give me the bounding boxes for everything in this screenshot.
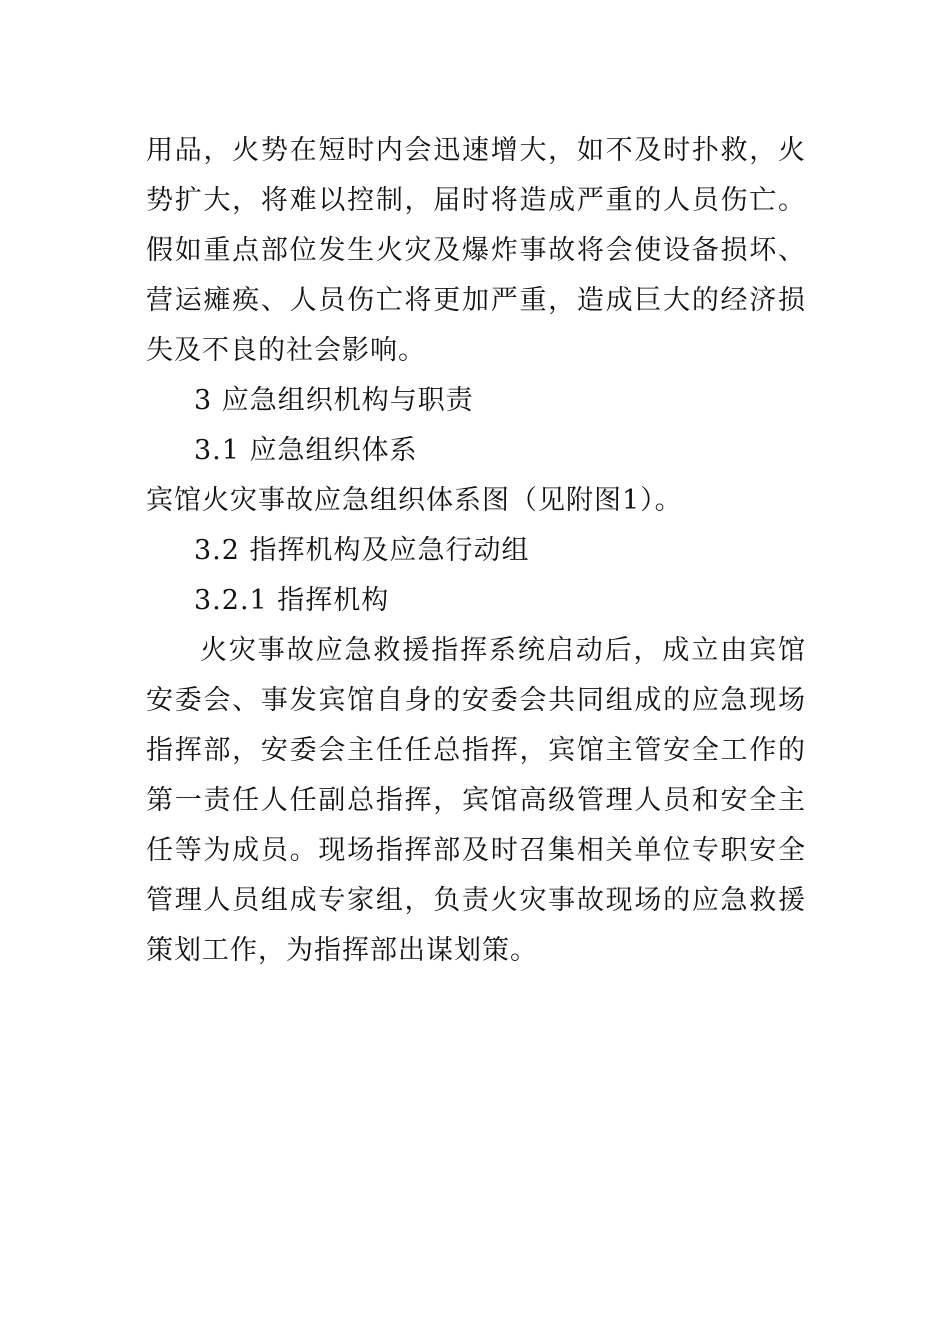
heading-section-3-1: 3.1 应急组织体系: [194, 435, 418, 466]
paragraph-organization-chart: 宾馆火灾事故应急组织体系图（见附图1）。: [146, 485, 683, 516]
heading-section-3: 3 应急组织机构与职责: [194, 385, 474, 416]
heading-section-3-2: 3.2 指挥机构及应急行动组: [194, 535, 530, 566]
paragraph-command-structure: 火灾事故应急救援指挥系统启动后，成立由宾馆安委会、事发宾馆自身的安委会共同组成的应急现场指挥部，安委会主任任总指挥，宾馆主管安全工作的第一责任人任副总指挥，宾馆高级管理人员和安全主任等为成员。现场指挥部及时召集相关单位专职安全管理人员组成专家组，负责火灾事故现场的应急救援策划工作，为指挥部出谋划策。: [146, 635, 806, 966]
document-body: [146, 126, 806, 976]
paragraph-fire-consequences: 用品，火势在短时内会迅速增大，如不及时扑救，火势扩大，将难以控制，届时将造成严重的人员伤亡。假如重点部位发生火灾及爆炸事故将会使设备损坏、营运瘫痪、人员伤亡将更加严重，造成巨大的经济损失及不良的社会影响。: [146, 135, 806, 366]
heading-section-3-2-1: 3.2.1 指挥机构: [194, 585, 390, 616]
